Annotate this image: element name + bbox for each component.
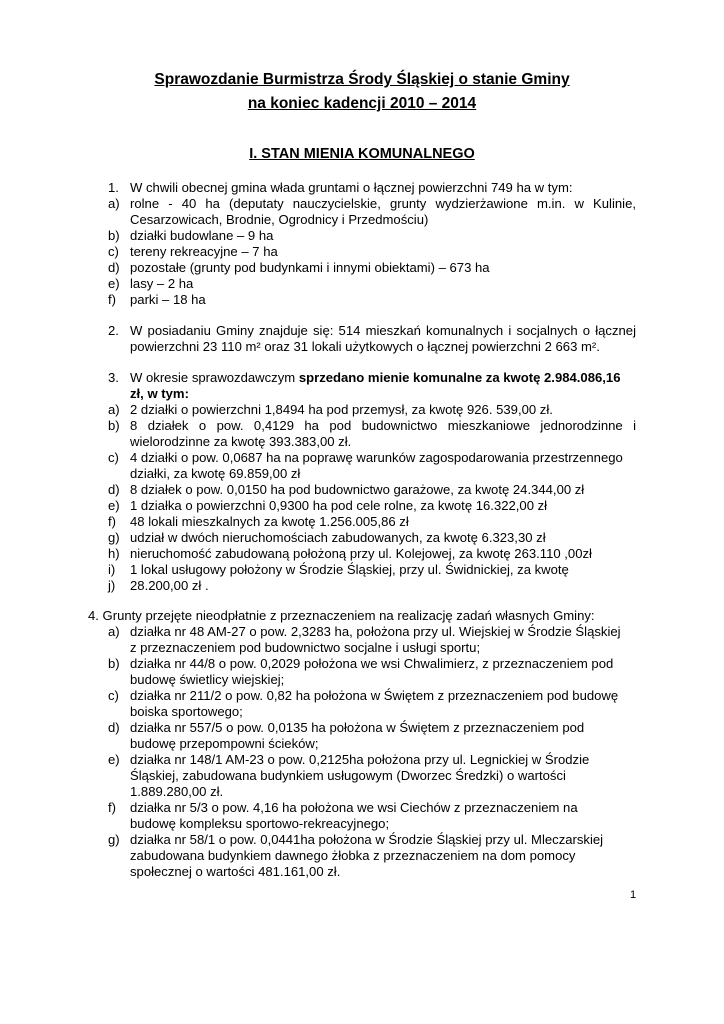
s2-line: powierzchni 23 110 m² oraz 31 lokali użytkowych o łącznej powierzchni 2 663 m². bbox=[130, 339, 600, 354]
list-item-line: działka nr 5/3 o pow. 4,16 ha położona we wsi Ciechów z przeznaczeniem na bbox=[130, 800, 578, 815]
list-marker: d) bbox=[108, 260, 120, 275]
list-marker: j) bbox=[108, 578, 116, 593]
list-item-line: 8 działek o pow. 0,0150 ha pod budownictwo garażowe, za kwotę 24.344,00 zł bbox=[130, 482, 585, 497]
list-marker: a) bbox=[108, 196, 120, 211]
list-marker: c) bbox=[108, 244, 119, 259]
list-item-line: rolne - 40 ha (deputaty nauczycielskie, grunty wydzierżawione m.in. w Kulinie, bbox=[130, 196, 636, 211]
list-item-line: budowę kompleksu sportowo-rekreacyjnego; bbox=[130, 816, 390, 831]
section-heading: I. STAN MIENIA KOMUNALNEGO bbox=[249, 146, 475, 162]
list-item-line: Śląskiej, zabudowana budynkiem usługowym (Dworzec Średzki) o wartości bbox=[130, 768, 566, 783]
s1-intro: W chwili obecnej gmina włada gruntami o łącznej powierzchni 749 ha w tym: bbox=[130, 180, 573, 195]
list-marker: g) bbox=[108, 832, 120, 847]
list-item-line: budowę przepompowni ścieków; bbox=[130, 736, 319, 751]
list-marker: f) bbox=[108, 292, 116, 307]
list-item-line: nieruchomość zabudowaną położoną przy ul. Kolejowej, za kwotę 263.110 ,00zł bbox=[130, 546, 592, 561]
list-marker: c) bbox=[108, 688, 119, 703]
list-marker: b) bbox=[108, 228, 120, 243]
list-item-line: działki, za kwotę 69.859,00 zł bbox=[130, 466, 301, 481]
list-item-line: działka nr 58/1 o pow. 0,0441ha położona w Środzie Śląskiej przy ul. Mleczarskiej bbox=[130, 832, 604, 847]
s3-intro bbox=[130, 370, 620, 386]
s2-line: W posiadaniu Gminy znajduje się: 514 mieszkań komunalnych i socjalnych o łącznej bbox=[130, 323, 636, 338]
list-marker: g) bbox=[108, 530, 120, 545]
list-marker: e) bbox=[108, 752, 120, 767]
list-item-line: pozostałe (grunty pod budynkami i innymi obiektami) – 673 ha bbox=[130, 260, 490, 275]
list-marker: e) bbox=[108, 498, 120, 513]
item-number: 2. bbox=[108, 323, 119, 338]
list-marker: h) bbox=[108, 546, 120, 561]
page-number: 1 bbox=[630, 889, 637, 901]
list-item-line: 48 lokali mieszkalnych za kwotę 1.256.005,86 zł bbox=[130, 514, 409, 529]
list-marker: f) bbox=[108, 514, 116, 529]
list-item-line: 4 działki o pow. 0,0687 ha na poprawę warunków zagospodarowania przestrzennego bbox=[130, 450, 623, 465]
list-item-line: działka nr 211/2 o pow. 0,82 ha położona w Świętem z przeznaczeniem pod budowę bbox=[130, 688, 619, 703]
list-item-line: 1 lokal usługowy położony w Środzie Śląskiej, przy ul. Świdnickiej, za kwotę bbox=[130, 562, 569, 577]
list-marker: e) bbox=[108, 276, 120, 291]
item-number: 1. bbox=[108, 180, 119, 195]
list-marker: c) bbox=[108, 450, 119, 465]
list-item-line: społecznej o wartości 481.161,00 zł. bbox=[130, 864, 341, 879]
list-item-line: 2 działki o powierzchni 1,8494 ha pod przemysł, za kwotę 926. 539,00 zł. bbox=[130, 402, 553, 417]
list-marker: b) bbox=[108, 418, 120, 433]
list-item-line: działka nr 44/8 o pow. 0,2029 położona we wsi Chwalimierz, z przeznaczeniem pod bbox=[130, 656, 614, 671]
list-item-line: 1 działka o powierzchni 0,9300 ha pod cele rolne, za kwotę 16.322,00 zł bbox=[130, 498, 548, 513]
list-marker: b) bbox=[108, 656, 120, 671]
list-item-line: działka nr 557/5 o pow. 0,0135 ha położona w Świętem z przeznaczeniem pod bbox=[130, 720, 585, 735]
s3-intro-text: W okresie sprawozdawczym bbox=[130, 370, 299, 385]
s3-intro-bold: sprzedano mienie komunalne za kwotę 2.984.086,16 bbox=[298, 370, 621, 385]
item-number: 3. bbox=[108, 370, 119, 385]
list-item-line: lasy – 2 ha bbox=[130, 276, 194, 291]
list-item-line: działka nr 148/1 AM-23 o pow. 0,2125ha położona przy ul. Legnickiej w Środzie bbox=[130, 752, 590, 767]
list-marker: a) bbox=[108, 624, 120, 639]
list-marker: a) bbox=[108, 402, 120, 417]
list-item-line: 1.889.280,00 zł. bbox=[130, 784, 224, 799]
list-item-line: 28.200,00 zł . bbox=[130, 578, 209, 593]
list-item-line: zabudowana budynkiem dawnego żłobka z przeznaczeniem na dom pomocy bbox=[130, 848, 576, 863]
list-marker: i) bbox=[108, 562, 116, 577]
list-item-line: budowę świetlicy wiejskiej; bbox=[130, 672, 285, 687]
list-item-line: parki – 18 ha bbox=[130, 292, 206, 307]
document-title-line-2: na koniec kadencji 2010 – 2014 bbox=[247, 95, 477, 112]
s3-intro-bold-cont: zł, w tym: bbox=[130, 386, 189, 401]
list-marker: d) bbox=[108, 482, 120, 497]
list-item-line: działka nr 48 AM-27 o pow. 2,3283 ha, położona przy ul. Wiejskiej w Środzie Śląskiej bbox=[130, 624, 621, 639]
list-item-line: udział w dwóch nieruchomościach zabudowanych, za kwotę 6.323,30 zł bbox=[130, 530, 546, 545]
s4-intro: 4. Grunty przejęte nieodpłatnie z przeznaczeniem na realizację zadań własnych Gminy: bbox=[88, 608, 595, 623]
list-item-line: 8 działek o pow. 0,4129 ha pod budownictwo mieszkaniowe jednorodzinne i bbox=[130, 418, 636, 433]
list-item-line: z przeznaczeniem pod budownictwo socjalne i usługi sportu; bbox=[130, 640, 481, 655]
list-item-line: działki budowlane – 9 ha bbox=[130, 228, 274, 243]
list-marker: f) bbox=[108, 800, 116, 815]
list-item-line: tereny rekreacyjne – 7 ha bbox=[130, 244, 278, 259]
list-item-line: boiska sportowego; bbox=[130, 704, 243, 719]
list-item-line: Cesarzowicach, Brodnie, Ogrodnicy i Przedmościu) bbox=[130, 212, 429, 227]
list-marker: d) bbox=[108, 720, 120, 735]
list-item-line: wielorodzinne za kwotę 393.383,00 zł. bbox=[130, 434, 352, 449]
document-title-line-1: Sprawozdanie Burmistrza Środy Śląskiej o stanie Gminy bbox=[154, 71, 570, 88]
